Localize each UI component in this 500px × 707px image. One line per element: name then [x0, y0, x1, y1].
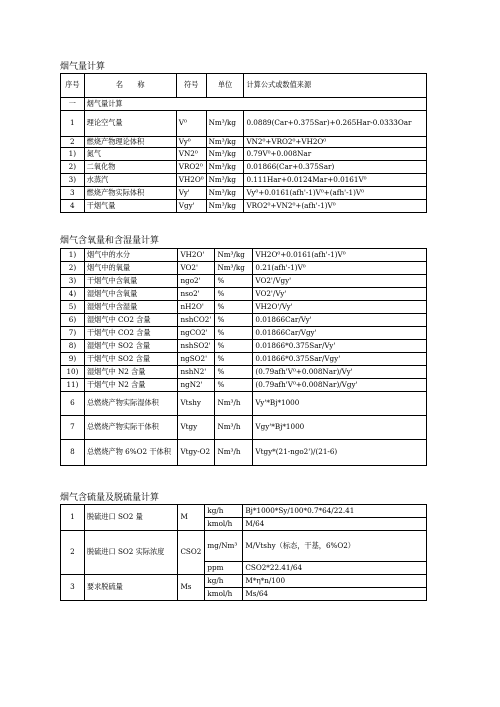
cell-unit: %: [215, 366, 253, 379]
cell-symbol: Ms: [178, 575, 205, 601]
table-row: [61, 161, 427, 174]
cell-formula: VO2'/Vgy': [253, 275, 427, 288]
table-row: [61, 379, 427, 392]
table-row: [61, 187, 427, 200]
cell-formula: (0.79afh'V⁰+0.008Nar)/Vy': [253, 366, 427, 379]
cell-name: 烟气中的氧量: [84, 262, 178, 275]
cell-seq: 9): [61, 353, 85, 366]
cell-name: 总燃烧产物实际干体积: [84, 416, 178, 440]
cell-symbol: Vy': [176, 187, 206, 200]
cell-unit: Nm³/kg: [206, 148, 244, 161]
cell-formula: VH2O⁰+0.0161(afh'-1)V⁰: [253, 249, 427, 262]
cell-unit: Nm³/kg: [206, 200, 244, 213]
cell-name: 二氧化物: [84, 161, 176, 174]
cell-symbol: V⁰: [176, 111, 206, 137]
cell-unit: kg/h: [205, 575, 243, 588]
cell-unit: %: [215, 314, 253, 327]
cell-symbol: Vtshy: [178, 392, 215, 416]
sulfur-table: [60, 504, 427, 601]
cell-unit: Nm³/h: [215, 392, 253, 416]
cell-formula: 0.01866Car/Vgy': [253, 327, 427, 340]
cell-symbol: VRO2⁰: [176, 161, 206, 174]
cell-unit: kmol/h: [205, 588, 243, 601]
cell-unit: kg/h: [205, 505, 243, 518]
cell-formula: Vtgy*(21-ngo2')/(21-6): [253, 440, 427, 466]
cell-formula: CSO2*22.41/64: [243, 562, 427, 575]
cell-symbol: ngo2': [178, 275, 215, 288]
cell-name: 烟气中的水分: [84, 249, 178, 262]
cell-seq: 4): [61, 288, 85, 301]
cell-name: 要求脱硫量: [84, 575, 178, 601]
cell-symbol: nH2O': [178, 301, 215, 314]
cell-formula: M/64: [243, 518, 427, 531]
table-row: [61, 440, 427, 466]
cell-formula: 0.01866*0.375Sar/Vgy': [253, 353, 427, 366]
cell-name: 燃烧产物理论体积: [84, 137, 176, 148]
cell-formula: 0.0889(Car+0.375Sar)+0.265Har-0.0333Oar: [244, 111, 427, 137]
table-row: [61, 148, 427, 161]
cell-seq: 2): [61, 161, 85, 174]
section-title-flue-gas-volume: 烟气量计算: [60, 62, 106, 72]
cell-seq: 11): [61, 379, 85, 392]
cell-formula: Ms/64: [243, 588, 427, 601]
cell-unit: mg/Nm³: [205, 531, 243, 562]
cell-formula: 0.01866Car/Vy': [253, 314, 427, 327]
cell-formula: Vy⁰+0.0161(afh'-1)V⁰+(afh'-1)V⁰: [244, 187, 427, 200]
cell-formula: 0.01866(Car+0.375Sar): [244, 161, 427, 174]
cell-unit: kmol/h: [205, 518, 243, 531]
oxygen-moisture-table: [60, 248, 427, 466]
cell-formula: 0.21(afh'-1)V⁰: [253, 262, 427, 275]
cell-unit: Nm³/kg: [206, 187, 244, 200]
cell-seq: 3: [61, 575, 85, 601]
header-symbol: 符号: [176, 74, 206, 98]
cell-name: 湿烟气中 CO2 含量: [84, 314, 178, 327]
section-title-sulfur: 烟气含硫量及脱硫量计算: [60, 493, 160, 503]
cell-unit: %: [215, 353, 253, 366]
cell-seq: 6): [61, 314, 85, 327]
cell-seq: 3): [61, 275, 85, 288]
cell-unit: %: [215, 340, 253, 353]
cell-formula: VO2'/Vy': [253, 288, 427, 301]
cell-name: 干烟气量: [84, 200, 176, 213]
cell-seq: 10): [61, 366, 85, 379]
cell-symbol: Vtgy-O2: [178, 440, 215, 466]
table-row: [61, 275, 427, 288]
cell-symbol: VN2⁰: [176, 148, 206, 161]
header-formula: 计算公式或数值来源: [244, 74, 427, 98]
cell-formula: 0.01866*0.375Sar/Vy': [253, 340, 427, 353]
cell-symbol: VO2': [178, 262, 215, 275]
table-row: [61, 301, 427, 314]
cell-formula: Bj*1000*Sy/100*0.7*64/22.41: [243, 505, 427, 518]
cell-unit: Nm³/h: [215, 416, 253, 440]
cell-formula: Vgy'*Bj*1000: [253, 416, 427, 440]
cell-seq: 8): [61, 340, 85, 353]
cell-symbol: ngSO2': [178, 353, 215, 366]
cell-seq: 7: [61, 416, 85, 440]
cell-symbol: nshCO2': [178, 314, 215, 327]
cell-unit: %: [215, 288, 253, 301]
cell-unit: ppm: [205, 562, 243, 575]
cell-symbol: nshSO2': [178, 340, 215, 353]
cell-formula: VRO2⁰+VN2⁰+(afh'-1)V⁰: [244, 200, 427, 213]
cell-symbol: Vgy': [176, 200, 206, 213]
header-name: 名 称: [84, 74, 176, 98]
table-row: [61, 416, 427, 440]
table-row: [61, 340, 427, 353]
table-row: [61, 353, 427, 366]
table-row: [61, 137, 427, 148]
cell-symbol: Vtgy: [178, 416, 215, 440]
table-row: [61, 200, 427, 213]
cell-formula: M*η*n/100: [243, 575, 427, 588]
table-row: [61, 392, 427, 416]
cell-unit: Nm³/kg: [206, 174, 244, 187]
cell-formula: M/Vtshy（标态，干基，6%O2）: [243, 531, 427, 562]
cell-name: 水蒸汽: [84, 174, 176, 187]
cell-symbol: M: [178, 505, 205, 531]
cell-formula: (0.79afh'V⁰+0.008Nar)/Vgy': [253, 379, 427, 392]
cell-seq: 2): [61, 262, 85, 275]
cell-name: 脱硫进口 SO2 实际浓度: [84, 531, 178, 575]
table-row: [61, 288, 427, 301]
cell-name: 干烟气中 N2 含量: [84, 379, 178, 392]
cell-unit: Nm³/kg: [206, 161, 244, 174]
cell-name: 总燃烧产物 6%O2 干体积: [84, 440, 178, 466]
cell-formula: Vy'*Bj*1000: [253, 392, 427, 416]
table-row: [61, 98, 427, 111]
cell-formula: VN2⁰+VRO2⁰+VH2O⁰: [244, 137, 427, 148]
cell-seq: 3: [61, 187, 85, 200]
cell-symbol: nso2': [178, 288, 215, 301]
table-row: [61, 111, 427, 137]
cell-unit: %: [215, 275, 253, 288]
cell-group-name: 烟气量计算: [84, 98, 426, 111]
flue-gas-volume-table: [60, 73, 427, 213]
cell-seq: 一: [61, 98, 85, 111]
cell-symbol: CSO2: [178, 531, 205, 575]
header-seq: 序号: [61, 74, 85, 98]
table-header: [61, 74, 427, 98]
cell-symbol: ngN2': [178, 379, 215, 392]
cell-name: 湿烟气中含氧量: [84, 288, 178, 301]
cell-symbol: Vy⁰: [176, 137, 206, 148]
cell-formula: VH2O'/Vy': [253, 301, 427, 314]
cell-seq: 1): [61, 249, 85, 262]
cell-name: 干烟气中 CO2 含量: [84, 327, 178, 340]
cell-name: 干烟气中 SO2 含量: [84, 353, 178, 366]
cell-seq: 7): [61, 327, 85, 340]
cell-name: 理论空气量: [84, 111, 176, 137]
table-row: [61, 575, 427, 588]
cell-seq: 5): [61, 301, 85, 314]
cell-seq: 4: [61, 200, 85, 213]
cell-symbol: VH2O⁰: [176, 174, 206, 187]
table-row: [61, 366, 427, 379]
cell-formula: 0.111Har+0.0124Mar+0.0161V⁰: [244, 174, 427, 187]
cell-name: 干烟气中含氧量: [84, 275, 178, 288]
cell-name: 湿烟气中含湿量: [84, 301, 178, 314]
cell-unit: Nm³/kg: [215, 262, 253, 275]
cell-unit: Nm³/h: [215, 440, 253, 466]
cell-name: 湿烟气中 N2 含量: [84, 366, 178, 379]
cell-seq: 1): [61, 148, 85, 161]
cell-symbol: nshN2': [178, 366, 215, 379]
cell-seq: 3): [61, 174, 85, 187]
cell-unit: Nm³/kg: [215, 249, 253, 262]
cell-seq: 6: [61, 392, 85, 416]
cell-seq: 1: [61, 505, 85, 531]
cell-name: 湿烟气中 SO2 含量: [84, 340, 178, 353]
cell-name: 脱硫进口 SO2 量: [84, 505, 178, 531]
cell-symbol: VH2O': [178, 249, 215, 262]
cell-symbol: ngCO2': [178, 327, 215, 340]
cell-unit: %: [215, 301, 253, 314]
cell-seq: 8: [61, 440, 85, 466]
table-row: [61, 327, 427, 340]
cell-unit: %: [215, 327, 253, 340]
cell-unit: %: [215, 379, 253, 392]
table-row: [61, 262, 427, 275]
cell-unit: Nm³/kg: [206, 111, 244, 137]
section-title-oxygen-moisture: 烟气含氧量和含湿量计算: [60, 236, 160, 246]
cell-unit: Nm³/kg: [206, 137, 244, 148]
table-row: [61, 314, 427, 327]
cell-seq: 2: [61, 137, 85, 148]
cell-formula: 0.79V⁰+0.008Nar: [244, 148, 427, 161]
table-row: [61, 531, 427, 562]
cell-name: 氮气: [84, 148, 176, 161]
cell-name: 总燃烧产物实际湿体积: [84, 392, 178, 416]
table-row: [61, 505, 427, 518]
cell-seq: 1: [61, 111, 85, 137]
table-row: [61, 249, 427, 262]
cell-name: 燃烧产物实际体积: [84, 187, 176, 200]
header-unit: 单位: [206, 74, 244, 98]
table-row: [61, 174, 427, 187]
cell-seq: 2: [61, 531, 85, 575]
